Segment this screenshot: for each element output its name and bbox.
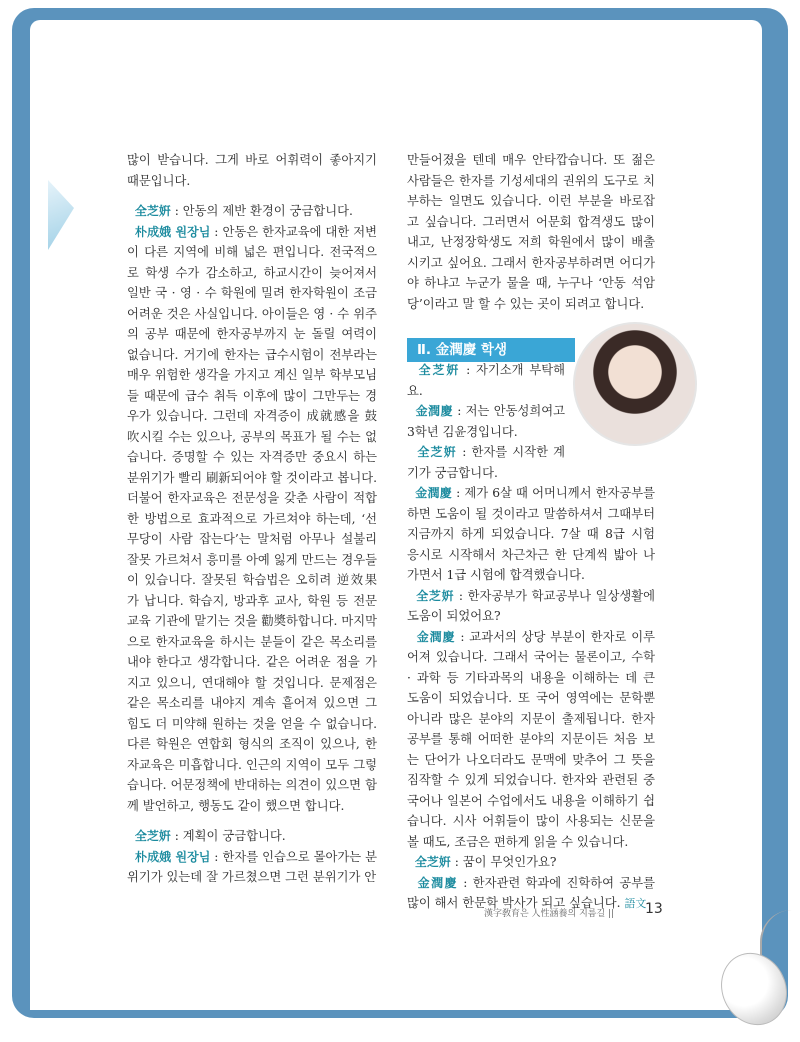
interview-line: 金潤慶 : 저는 안동성희여고 3학년 김윤경입니다. xyxy=(407,404,565,439)
section-heading: Ⅱ. 金潤慶 학생 xyxy=(407,338,575,362)
speaker-label: 全芝姸 xyxy=(416,588,455,603)
paragraph: 全芝姸 : 계획이 궁금합니다. xyxy=(134,829,286,843)
speaker-label: 朴成娥 원장님 xyxy=(135,224,211,239)
interview-line: 金潤慶 : 제가 6살 때 어머니께서 한자공부를 하면 도움이 될 것이라고 말씀하셔서 그때부터 지금까지 하게 되었습니다. 7살 때 8급 시험 응시로 시작해서 차근차근 한 단계씩 밟아 나가면서 1급 시험에 합격했습니다. xyxy=(407,486,655,582)
right-column-top xyxy=(407,150,655,314)
interview-block xyxy=(407,360,655,915)
interview-line: 全芝姸 : 자기소개 부탁해요. xyxy=(407,363,565,398)
speaker-label: 金潤慶 xyxy=(415,404,453,418)
end-mark-icon: 語文 xyxy=(624,897,647,910)
interview-line: 金潤慶 : 한자관련 학과에 진학하여 공부를 많이 해서 한문학 박사가 되고 싶습니다. 語文 xyxy=(407,875,655,910)
speaker-label: 金潤慶 xyxy=(416,629,456,644)
speaker-label: 全芝姸 xyxy=(417,445,458,459)
paragraph: 朴成娥 원장님 : 안동은 한자교육에 대한 저변이 다른 지역에 비해 넓은 편입니다. 전국적으로 학생 수가 감소하고, 하교시간이 늦어져서 일반 국 · 영 · 수 학원에 밀려 한자학원이 조금 어려운 것은 사실입니다. 아이들은 영 · 수 위주의 공부 때문에 한자공부까지 눈 돌릴 여력이 없습니다. 거기에 한자는 급수시험이 전부라는 매우 위험한 생각을 가지고 계신 일부 학부모님들 때문에 급수 취득 이후에 많이 그만두는 경우가 있습니다. 그런데 자격증이 成就感을 鼓吹시킬 수는 있으나, 공부의 목표가 될 수는 없습니다. 증명할 수 있는 자격증만 중요시 하는 분위기가 빨리 刷新되어야 할 것이라고 봅니다. 더불어 한자교육은 전문성을 갖춘 사람이 적합한 방법으로 효과적으로 가르쳐야 하는데, ‘선무당이 사람 잡는다’는 말처럼 아무나 설불리 잘못 가르쳐서 흥미를 아예 잃게 만드는 경우들이 있습니다. 잘못된 학습법은 오히려 逆效果가 납니다. 학습지, 방과후 교사, 학원 등 전문 교육 기관에 맡기는 것을 勸奬하합니다. 마지막으로 한자교육을 하시는 분들이 같은 목소리를 내야 한다고 생각합니다. 같은 어려운 점을 가지고 있으니, 연대해야 할 것입니다. 문제점은 같은 목소리를 내야지 계속 흩어져 있으면 그 힘도 더 미약해 원하는 것을 얻을 수 없습니다. 다른 학원은 연합회 형식의 조직이 있으나, 한자교육은 미흡합니다. 인근의 지역이 모두 그렇습니다. 어문정책에 반대하는 의견이 있으면 함께 발언하고, 행동도 같이 했으면 합니다. xyxy=(127,224,377,813)
interview-line: 金潤慶 : 교과서의 상당 부분이 한자로 이루어져 있습니다. 그래서 국어는 물론이고, 수학 · 과학 등 기타과목의 내용을 이해하는 데 큰 도움이 되었습니다. 또 국어 영역에는 문학뿐 아니라 많은 분야의 지문이 출제됩니다. 한자 공부를 통해 어떠한 분야의 지문이든 처음 보는 단어가 나오더라도 문맥에 맞추어 그 뜻을 짐작할 수 있게 되었습니다. 한자와 관련된 중국어나 일본어 수업에서도 내용을 이해하기 쉽습니다. 시사 어휘들이 많이 사용되는 신문을 볼 때도, 조금은 편하게 읽을 수 있습니다. xyxy=(407,629,655,849)
page-number: 13 xyxy=(645,901,663,917)
speaker-label: 金潤慶 xyxy=(415,486,452,500)
speaker-label: 全芝姸 xyxy=(414,855,451,869)
running-footer: 漢字敎育은 人性涵養의 지름길 || xyxy=(484,909,615,919)
left-column xyxy=(127,150,377,888)
paragraph: 만들어졌을 텐데 매우 안타깝습니다. 또 젊은 사람들은 한자를 기성세대의 권위의 도구로 치부하는 일면도 있습니다. 이런 부분을 바로잡고 싶습니다. 그러면서 어문회 합격생도 많이 내고, 난정장학생도 저희 학원에서 많이 배출시키고 싶어요. 그래서 한자공부하려면 어디가야 하냐고 누군가 물을 때, 누구나 ‘안동 석암당’이라고 말 할 수 있는 곳이 되려고 합니다. xyxy=(407,153,655,311)
speaker-label: 金潤慶 xyxy=(417,875,458,890)
paragraph: 全芝姸 : 안동의 제반 환경이 궁금합니다. xyxy=(134,204,353,218)
speaker-label: 全芝姸 xyxy=(134,204,171,218)
paragraph: 朴成娥 원장님 : 한자를 인습으로 몰아가는 분위기가 있는데 잘 가르쳤으면 그런 분위기가 안 xyxy=(127,849,377,884)
speaker-label: 全芝姸 xyxy=(418,363,461,377)
speaker-label: 朴成娥 원장님 xyxy=(135,849,211,864)
paragraph: 많이 받습니다. 그게 바로 어휘력이 좋아지기 때문입니다. xyxy=(127,153,377,188)
interview-line: 全芝姸 : 꿈이 무엇인가요? xyxy=(414,855,557,869)
speaker-label: 全芝姸 xyxy=(134,829,171,843)
interview-line: 全芝姸 : 한자를 시작한 계기가 궁금합니다. xyxy=(407,445,565,480)
interview-line: 全芝姸 : 한자공부가 학교공부나 일상생활에 도움이 되었어요? xyxy=(407,588,655,623)
